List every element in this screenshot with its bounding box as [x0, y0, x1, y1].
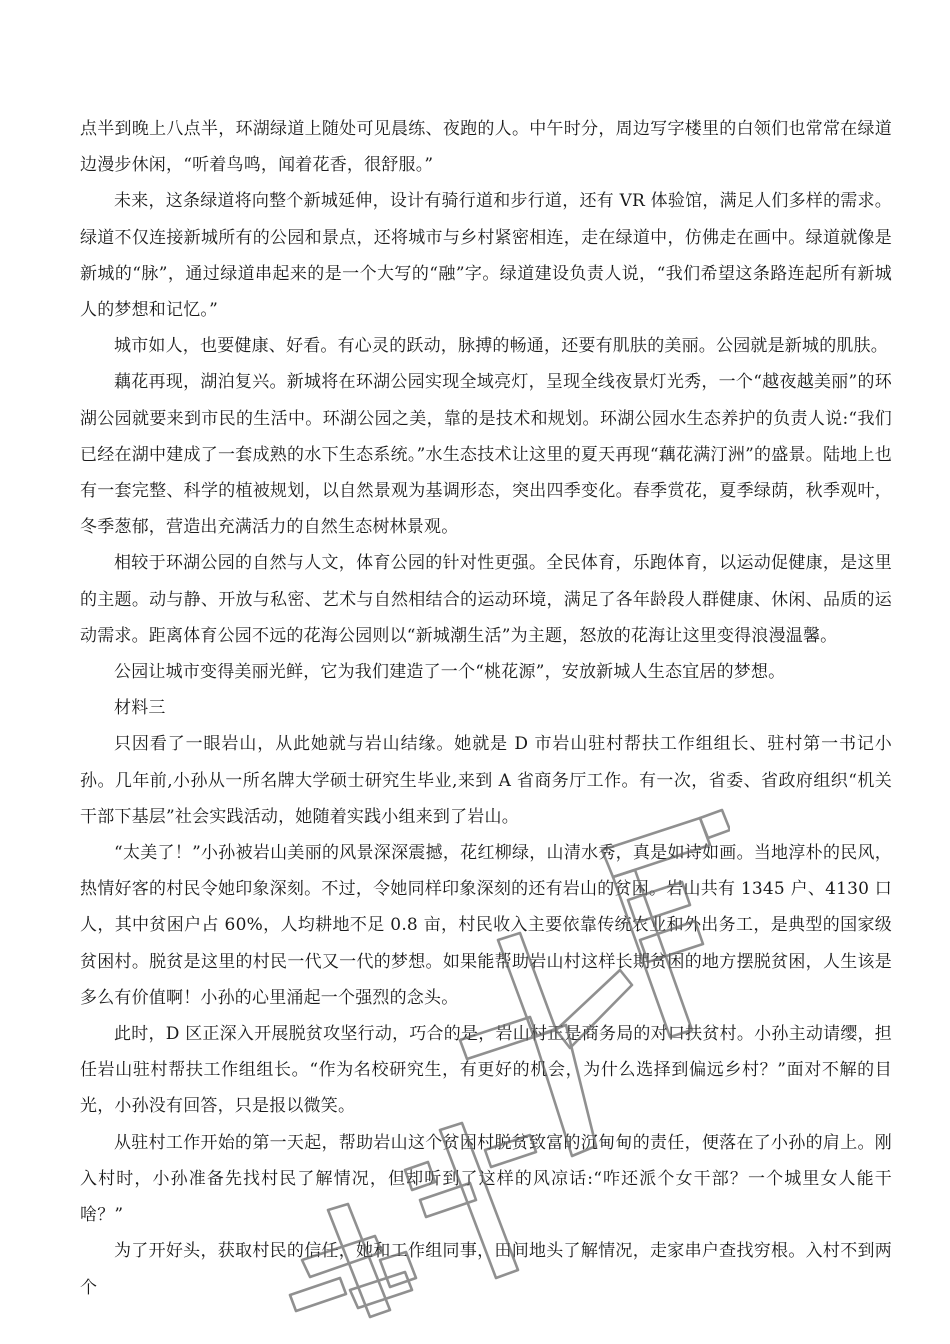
paragraph-6: 公园让城市变得美丽光鲜，它为我们建造了一个“桃花源”，安放新城人生态宜居的梦想。 [114, 662, 786, 683]
section-heading-material-3: 材料三 [114, 698, 166, 719]
paragraph-1: 点半到晚上八点半，环湖绿道上随处可见晨练、夜跑的人。中午时分，周边写字楼里的白领们也常常在绿道边漫步休闲，“听着鸟鸣，闻着花香，很舒服。” [80, 119, 892, 176]
paragraph-2: 未来，这条绿道将向整个新城延伸，设计有骑行道和步行道，还有 VR 体验馆，满足人们多样的需求。绿道不仅连接新城所有的公园和景点，还将城市与乡村紧密相连，走在绿道中，仿佛走在画中。绿道就像是新城的“脉”，通过绿道串起来的是一个大写的“融”字。绿道建设负责人说，“我们希望这条路连起所有新城人的梦想和记忆。” [80, 191, 892, 321]
article-body [80, 111, 892, 1306]
paragraph-5: 相较于环湖公园的自然与人文，体育公园的针对性更强。全民体育，乐跑体育，以运动促健康，是这里的主题。动与静、开放与私密、艺术与自然相结合的运动环境，满足了各年龄段人群健康、休闲、品质的运动需求。距离体育公园不远的花海公园则以“新城潮生活”为主题，怒放的花海让这里变得浪漫温馨。 [80, 553, 892, 646]
paragraph-11: 为了开好头，获取村民的信任，她和工作组同事，田间地头了解情况，走家串户查找穷根。入村不到两个 [80, 1241, 892, 1298]
paragraph-3: 城市如人，也要健康、好看。有心灵的跃动，脉搏的畅通，还要有肌肤的美丽。公园就是新城的肌肤。 [114, 336, 888, 357]
paragraph-4: 藕花再现，湖泊复兴。新城将在环湖公园实现全域亮灯，呈现全线夜景灯光秀，一个“越夜越美丽”的环湖公园就要来到市民的生活中。环湖公园之美，靠的是技术和规划。环湖公园水生态养护的负责人说:“我们已经在湖中建成了一套成熟的水下生态系统。”水生态技术让这里的夏天再现“藕花满汀洲”的盛景。陆地上也有一套完整、科学的植被规划，以自然景观为基调形态，突出四季变化。春季赏花，夏季绿荫，秋季观叶，冬季葱郁，营造出充满活力的自然生态树林景观。 [80, 372, 892, 538]
paragraph-10: 从驻村工作开始的第一天起，帮助岩山这个贫困村脱贫致富的沉甸甸的责任，便落在了小孙的肩上。刚入村时，小孙准备先找村民了解情况，但却听到了这样的风凉话:“咋还派个女干部？一个城里女人能干啥？” [80, 1132, 892, 1226]
paragraph-7: 只因看了一眼岩山，从此她就与岩山结缘。她就是 D 市岩山驻村帮扶工作组组长、驻村第一书记小孙。几年前,小孙从一所名牌大学硕士研究生毕业,来到 A 省商务厅工作。有一次，省委、省政府组织“机关干部下基层”社会实践活动，她随着实践小组来到了岩山。 [80, 734, 892, 827]
paragraph-9: 此时，D 区正深入开展脱贫攻坚行动，巧合的是，岩山村正是商务局的对口扶贫村。小孙主动请缨，担任岩山驻村帮扶工作组组长。“作为名校研究生，有更好的机会，为什么选择到偏远乡村？”面对不解的目光，小孙没有回答，只是报以微笑。 [80, 1024, 892, 1117]
paragraph-8: “太美了！”小孙被岩山美丽的风景深深震撼，花红柳绿，山清水秀，真是如诗如画。当地淳朴的民风，热情好客的村民令她印象深刻。不过，令她同样印象深刻的还有岩山的贫困。岩山共有 1345 户、4130 口人，其中贫困户占 60%，人均耕地不足 0.8 亩，村民收入主要依靠传统农业和外出务工，是典型的国家级贫困村。脱贫是这里的村民一代又一代的梦想。如果能帮助岩山村这样长期贫困的地方摆脱贫困，人生该是多么有价值啊！小孙的心里涌起一个强烈的念头。 [80, 843, 892, 1008]
